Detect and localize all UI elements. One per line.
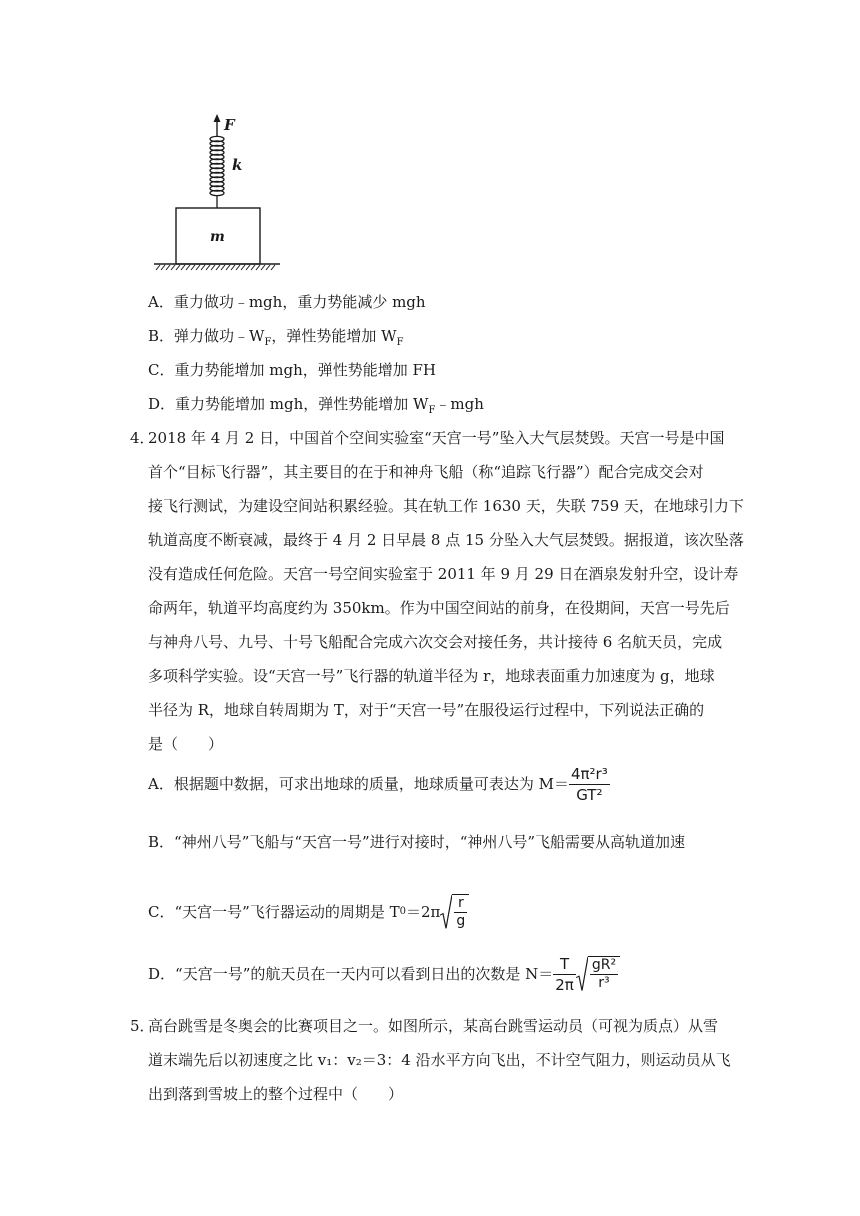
period-sqrt-formula: $\frac{r}{g}$ (440, 894, 469, 930)
earth-mass-formula: $\frac{\text{4π²r³}}{\text{GT²}}$ (570, 764, 608, 804)
q4-option-b: B．“神州八号”飞船与“天宫一号”进行对接时，“神州八号”飞船需要从高轨道加速 (148, 833, 686, 851)
q3-option-c: C．重力势能增加 mgh，弹性势能增加 FH (148, 361, 436, 379)
q4-line: 轨道高度不断衰减，最终于 4 月 2 日早晨 8 点 15 分坠入大气层焚毁。据报道，该次坠落 (148, 531, 744, 549)
q4-line: 与神舟八号、九号、十号飞船配合完成六次交会对接任务，共计接待 6 名航天员，完成 (148, 633, 723, 651)
force-label: F (224, 116, 235, 134)
mass-label: m (210, 229, 225, 245)
q4-line: 半径为 R，地球自转周期为 T，对于“天宫一号”在服役运行过程中，下列说法正确的 (148, 701, 705, 719)
q3-option-a: A．重力做功﹣mgh，重力势能减少 mgh (148, 293, 426, 311)
q4-number: 4． (130, 429, 155, 447)
q4-line: 没有造成任何危险。天宫一号空间实验室于 2011 年 9 月 29 日在酒泉发射升空，设计寿 (148, 565, 739, 583)
q3-option-d: D．重力势能增加 mgh，弹性势能增加 $W_F﹣mgh$ (148, 395, 484, 416)
spring-block-figure (150, 112, 284, 274)
q4-line: 2018 年 4 月 2 日，中国首个空间实验室“天宫一号”坠入大气层焚毁。天宫一号是中国 (148, 429, 725, 447)
q4-option-d: D．“天宫一号”的航天员在一天内可以看到日出的次数是 N＝ $\frac{T}{2\pi}$ $\frac{\text{gR²}}{\text{r³}}$ (148, 946, 620, 1002)
spring-constant-label: k (232, 156, 243, 174)
q4-line: 多项科学实验。设“天宫一号”飞行器的轨道半径为 r，地球表面重力加速度为 g，地球 (148, 667, 715, 685)
q4-line: 是（ ） (148, 735, 224, 753)
q5-line: 高台跳雪是冬奥会的比赛项目之一。如图所示，某高台跳雪运动员（可视为质点）从雪 (148, 1017, 719, 1035)
sunrise-count-sqrt: $\frac{\text{gR²}}{\text{r³}}$ (576, 956, 620, 992)
q4-line: 命两年，轨道平均高度约为 350km。作为中国空间站的前身，在役期间，天宫一号先后 (148, 599, 730, 617)
q4-option-a: A．根据题中数据，可求出地球的质量，地球质量可表达为 M＝ $\frac{\text{4π²r³}}{\text{GT²}}$ (148, 764, 608, 804)
q5-line: 道末端先后以初速度之比 v₁：v₂＝3：4 沿水平方向飞出，不计空气阻力，则运动员从飞 (148, 1051, 731, 1069)
sunrise-count-fraction: $\frac{T}{2\pi}$ (555, 954, 574, 994)
q3-option-b: B．弹力做功$﹣W_F$，弹性势能增加 $W_F$ (148, 327, 404, 348)
q4-line: 接飞行测试，为建设空间站积累经验。其在轨工作 1630 天，失联 759 天，在地球引力下 (148, 497, 744, 515)
q4-option-c: C．“天宫一号”飞行器运动的周期是 T 0 ＝2π $\frac{r}{g}$ (148, 888, 469, 936)
q4-line: 首个“目标飞行器”，其主要目的在于和神舟飞船（称“追踪飞行器”）配合完成交会对 (148, 463, 704, 481)
q5-number: 5． (130, 1017, 155, 1035)
q5-line: 出到落到雪坡上的整个过程中（ ） (148, 1085, 404, 1103)
